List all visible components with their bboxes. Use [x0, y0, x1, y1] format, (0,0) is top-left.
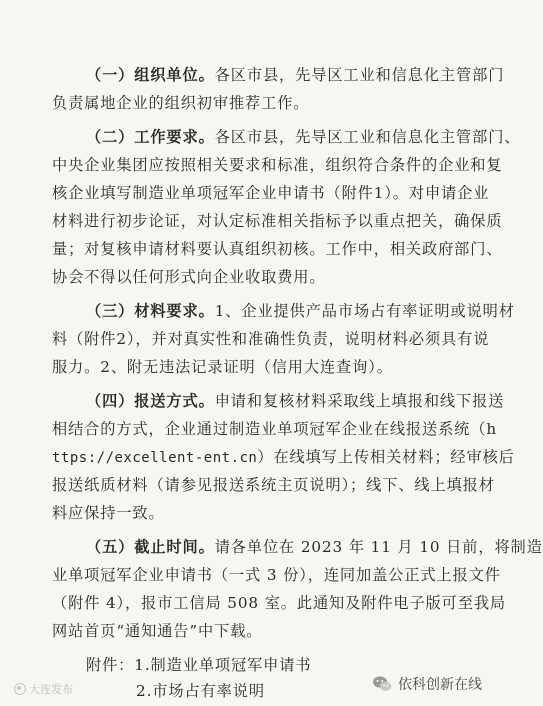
attachment-2: 2.市场占有率说明 [136, 682, 265, 700]
section5-line1 [86, 536, 543, 558]
section2-line2: 中央企业集团应按照相关要求和标准，组织符合条件的企业和复 [52, 156, 503, 174]
section2-line4: 材料进行初步论证，对认定标准相关指标予以重点把关，确保质 [52, 212, 503, 230]
section4-line4: 报送纸质材料（请参见报送系统主页说明）；线下、线上填报材 [52, 476, 495, 494]
watermark-source [14, 681, 73, 697]
section4-line1 [86, 390, 504, 412]
section4-line3-text: ）在线填写上传相关材料；经审核后 [257, 448, 515, 466]
section2-line1 [86, 126, 520, 148]
section4-line1-text: 申请和复核材料采取线上填报和线下报送 [214, 392, 505, 410]
sina-weibo-icon [14, 683, 26, 695]
section3-line1-text: 1、企业提供产品市场占有率证明或说明材 [214, 302, 515, 320]
section1-line2: 负责属地企业的组织初审推荐工作。 [52, 94, 310, 112]
section2-heading: （二）工作要求。 [86, 128, 215, 146]
section5-line2: 业单项冠军企业申请书（一式 3 份），连同加盖公正式上报文件 [52, 566, 501, 584]
account-name: 依科创新在线 [398, 677, 482, 693]
section3-line3: 服力。2、附无违法记录证明（信用大连查询）。 [52, 358, 393, 376]
wechat-icon [372, 675, 392, 693]
section2-line5: 量；对复核申请材料要认真组织初核。工作中，相关政府部门、 [52, 240, 503, 258]
attachment-1: 附件：1.制造业单项冠军申请书 [86, 656, 312, 674]
section2-line3: 核企业填写制造业单项冠军企业申请书（附件1）。对申请企业 [52, 184, 490, 202]
section4-line5: 料应保持一致。 [52, 504, 165, 522]
section5-heading: （五）截止时间。 [86, 538, 215, 556]
section4-line2: 相结合的方式，企业通过制造业单项冠军企业在线报送系统（h [52, 420, 498, 438]
section5-line1-text: 请各单位在 2023 年 11 月 10 日前，将制造 [214, 538, 543, 556]
section4-heading: （四）报送方式。 [86, 392, 215, 410]
section5-line3: （附件 4），报市工信局 508 室。此通知及附件电子版可至我局 [52, 594, 507, 612]
section2-line1-text: 各区市县，先导区工业和信息化主管部门、 [214, 128, 521, 146]
section2-line6: 协会不得以任何形式向企业收取费用。 [52, 268, 326, 286]
section1-line1 [86, 64, 504, 86]
watermark-text: 大连发布 [29, 683, 73, 696]
section3-heading: （三）材料要求。 [86, 302, 215, 320]
account-badge[interactable] [372, 674, 482, 694]
section3-line2: 料（附件2），并对真实性和准确性负责，说明材料必须具有说 [52, 330, 490, 348]
section1-line1-text: 各区市县，先导区工业和信息化主管部门 [214, 66, 505, 84]
section3-line1 [86, 300, 515, 322]
submission-system-url[interactable]: ttps://excellent-ent.cn [52, 450, 258, 466]
section5-line4: 网站首页“通知通告”中下载。 [52, 622, 263, 640]
section1-heading: （一）组织单位。 [86, 66, 215, 84]
section4-line3 [52, 446, 515, 469]
